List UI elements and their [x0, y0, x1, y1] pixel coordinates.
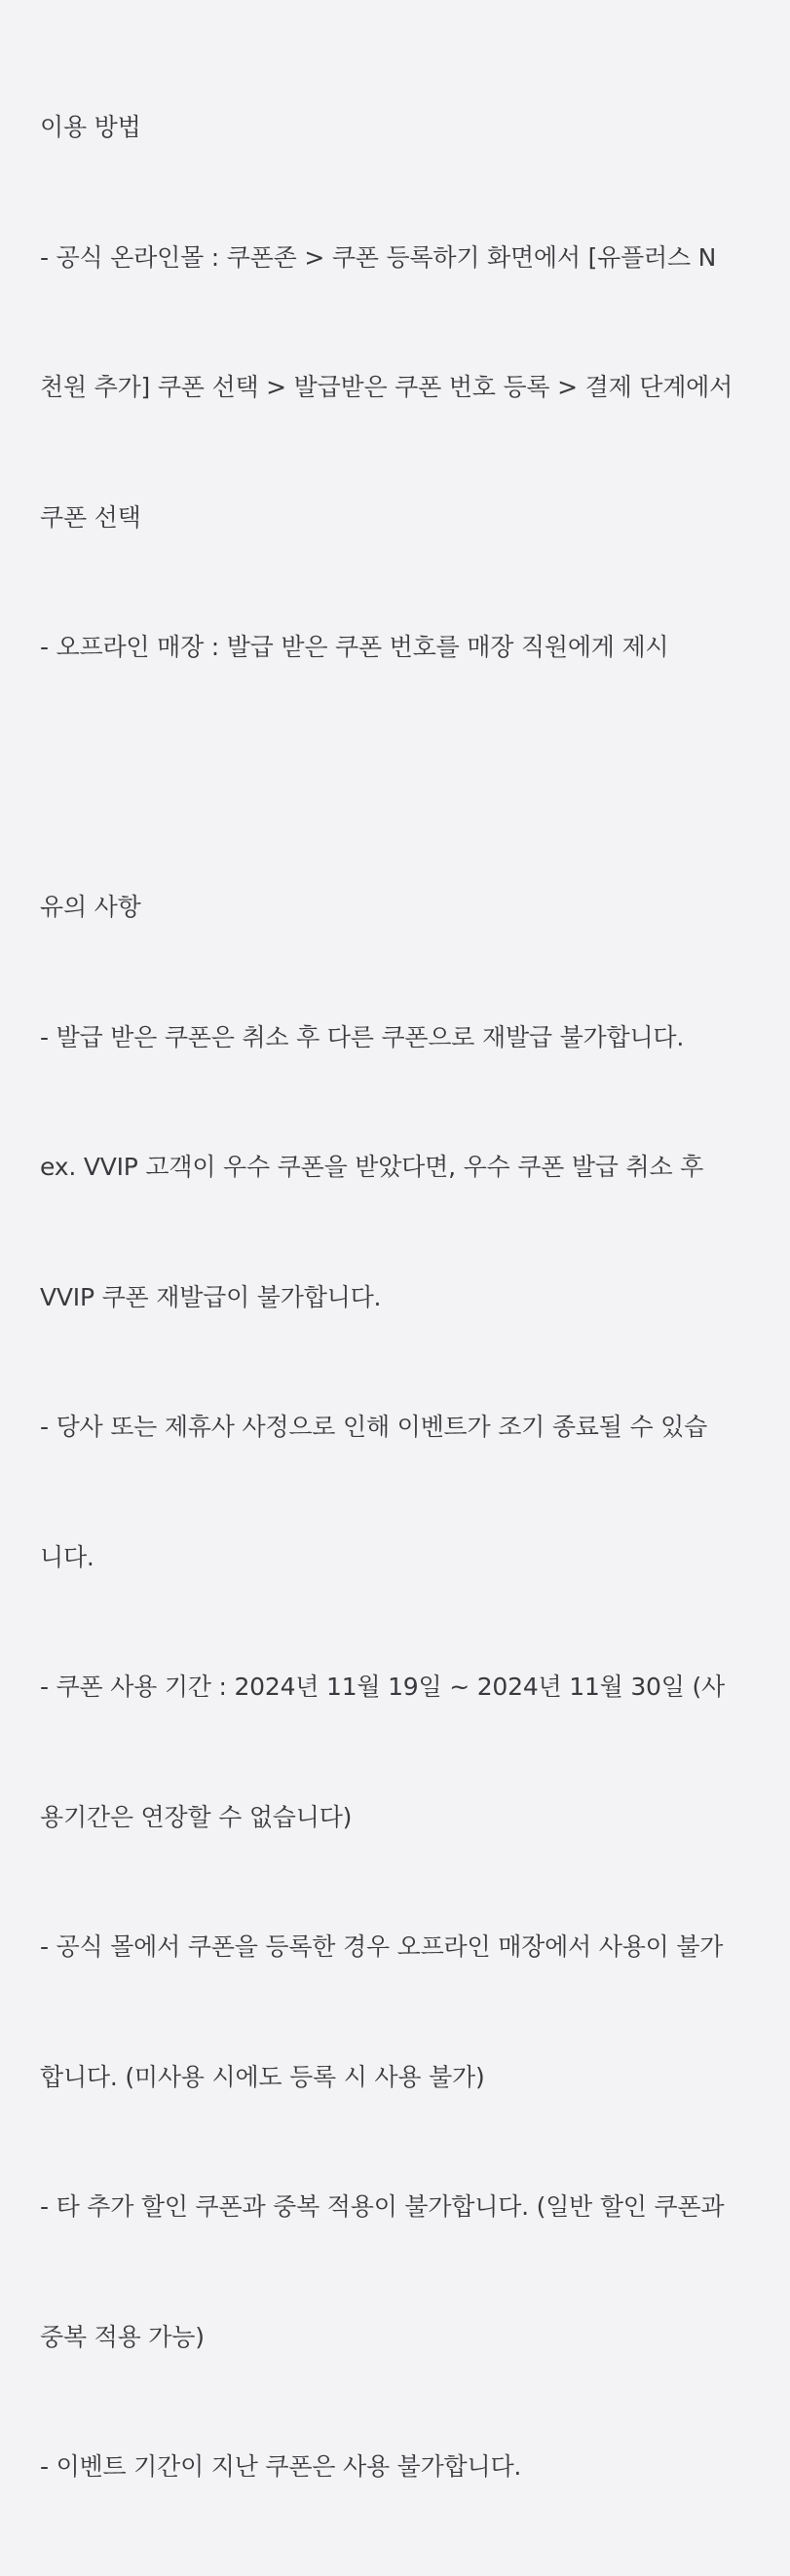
notes-line: - 발급 받은 쿠폰은 취소 후 다른 쿠폰으로 재발급 불가합니다. — [40, 1022, 685, 1051]
notice-text — [40, 19, 780, 2576]
notes-line: - 쿠폰 사용 기간 : 2024년 11월 19일 ~ 2024년 11월 30일 (사 — [40, 1673, 725, 1701]
usage-line: 쿠폰 선택 — [40, 502, 141, 532]
usage-line: 천원 추가] 쿠폰 선택 > 발급받은 쿠폰 번호 등록 > 결제 단계에서 — [40, 373, 734, 401]
section-spacer — [40, 756, 780, 800]
notes-line: - 타 추가 할인 쿠폰과 중복 적용이 불가합니다. (일반 할인 쿠폰과 — [40, 2192, 725, 2221]
usage-line: - 오프라인 매장 : 발급 받은 쿠폰 번호를 매장 직원에게 제시 — [40, 633, 669, 661]
notes-line: - 당사 또는 제휴사 사정으로 인해 이벤트가 조기 종료될 수 있습 — [40, 1413, 708, 1441]
notes-heading: 유의 사항 — [40, 893, 141, 921]
notes-line: 중복 적용 가능) — [40, 2322, 205, 2351]
notes-line: ex. VVIP 고객이 우수 쿠폰을 받았다면, 우수 쿠폰 발급 취소 후 — [40, 1153, 704, 1181]
notes-line: VVIP 쿠폰 재발급이 불가합니다. — [40, 1282, 382, 1311]
usage-heading: 이용 방법 — [40, 113, 141, 141]
usage-line: - 공식 온라인몰 : 쿠폰존 > 쿠폰 등록하기 화면에서 [유플러스 N — [40, 242, 717, 272]
notes-line: 니다. — [40, 1542, 94, 1571]
notes-line: - 공식 몰에서 쿠폰을 등록한 경우 오프라인 매장에서 사용이 불가 — [40, 1932, 724, 1961]
notes-line: - 이벤트 기간이 지난 쿠폰은 사용 불가합니다. — [40, 2452, 522, 2481]
notes-line: 합니다. (미사용 시에도 등록 시 사용 불가) — [40, 2062, 485, 2091]
notes-line: 용기간은 연장할 수 없습니다) — [40, 1802, 353, 1831]
